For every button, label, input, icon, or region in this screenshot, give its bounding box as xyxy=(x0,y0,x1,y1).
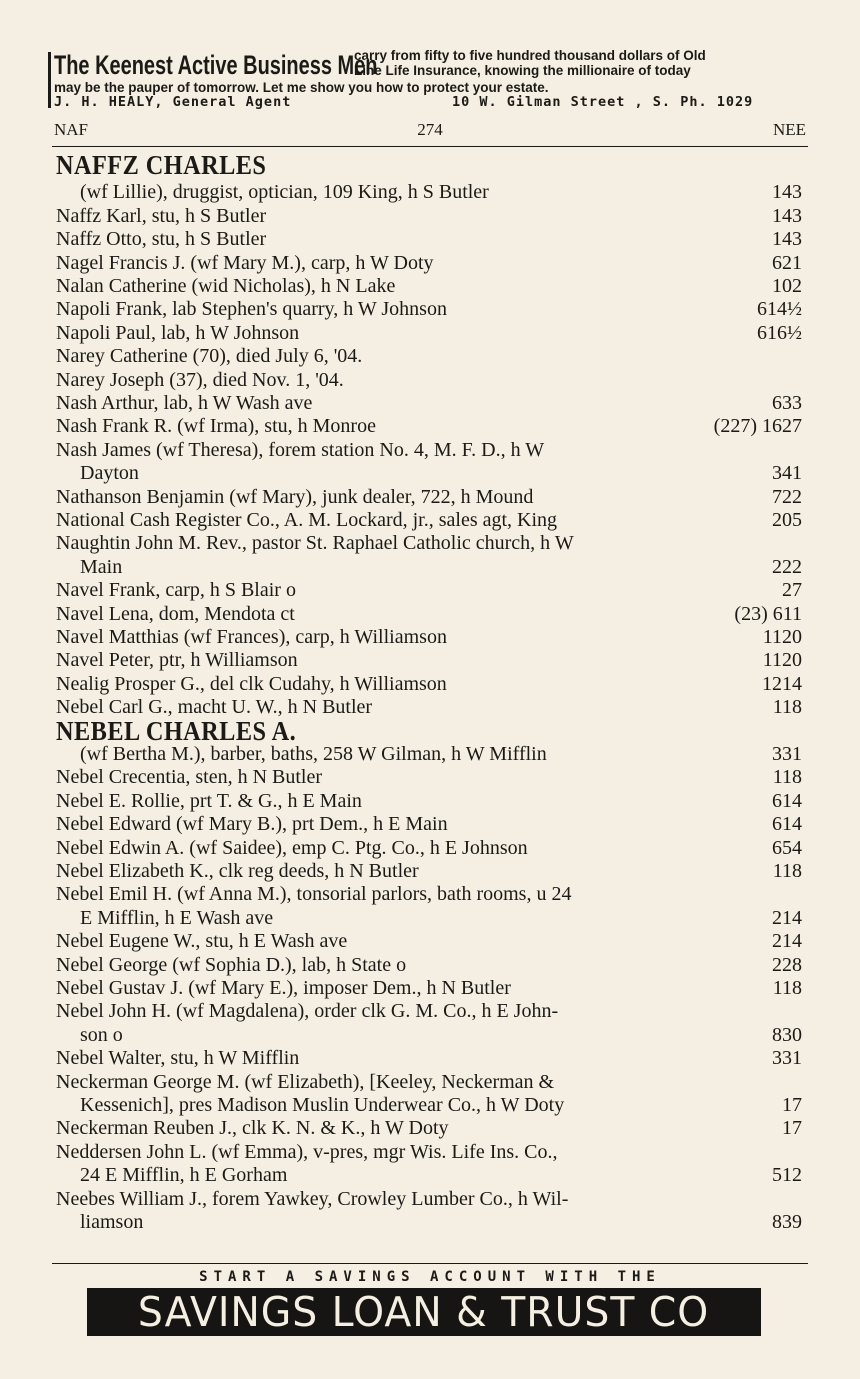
guide-word-first: NAF xyxy=(54,120,89,139)
entry-text: Narey Catherine (70), died July 6, '04. xyxy=(56,345,363,368)
entry-line xyxy=(56,1000,802,1023)
ad-margin-bar xyxy=(48,52,51,108)
entry-line xyxy=(56,954,802,977)
entry-text: Napoli Frank, lab Stephen's quarry, h W Johnson xyxy=(56,298,447,321)
entry-heading xyxy=(56,715,727,746)
entry-text: Naffz Karl, stu, h S Butler xyxy=(56,204,267,227)
entry-text: Main xyxy=(80,555,123,578)
entry-line xyxy=(56,813,802,836)
entry-number: 143 xyxy=(772,228,802,251)
entry-text: Nebel Edward (wf Mary B.), prt Dem., h E Main xyxy=(56,813,448,836)
entry-number: 214 xyxy=(772,930,802,953)
entry-text: Neckerman George M. (wf Elizabeth), [Keeley, Neckerman & xyxy=(56,1070,555,1093)
entry-line xyxy=(56,626,802,649)
entry-number: 331 xyxy=(772,743,802,765)
entry-line xyxy=(80,1024,802,1047)
entry-line xyxy=(56,369,802,392)
entry-number: 830 xyxy=(772,1023,802,1046)
bank-ad-banner xyxy=(87,1288,761,1336)
entry-number: 341 xyxy=(772,462,802,485)
header-rule xyxy=(52,146,808,147)
entry-text: Nebel Elizabeth K., clk reg deeds, h N Butler xyxy=(56,860,419,882)
ad-body-line-1: carry from fifty to five hundred thousand dollars of Old xyxy=(354,48,706,63)
entry-line xyxy=(80,556,802,579)
entry-text: Nagel Francis J. (wf Mary M.), carp, h W Doty xyxy=(56,251,434,274)
entry-number: 17 xyxy=(782,1117,802,1140)
page-number: 274 xyxy=(417,120,443,139)
entry-number: (23) 611 xyxy=(734,602,802,625)
entry-text: liamson xyxy=(80,1211,144,1233)
entry-text: NEBEL CHARLES A. xyxy=(56,715,297,746)
entry-line xyxy=(56,532,802,555)
entry-number: 1120 xyxy=(762,649,802,672)
entry-text: Neckerman Reuben J., clk K. N. & K., h W Doty xyxy=(56,1117,449,1140)
entry-text: Navel Matthias (wf Frances), carp, h Williamson xyxy=(56,626,447,648)
entry-text: Nebel Edwin A. (wf Saidee), emp C. Ptg. Co., h E Johnson xyxy=(56,836,528,859)
entry-number: 205 xyxy=(772,509,802,531)
entry-text: Nash James (wf Theresa), forem station No. 4, M. F. D., h W xyxy=(56,438,545,461)
entry-line xyxy=(56,977,802,1000)
entry-line xyxy=(56,860,802,883)
entry-number: 1120 xyxy=(762,626,802,648)
ad-body-right xyxy=(354,48,812,78)
entry-line xyxy=(56,790,802,813)
entry-line xyxy=(56,486,802,509)
entry-text: Nebel Walter, stu, h W Mifflin xyxy=(56,1047,300,1070)
entry-number: 614 xyxy=(772,789,802,812)
entry-text: (wf Bertha M.), barber, baths, 258 W Gilman, h W Mifflin xyxy=(80,743,547,765)
entry-number: 512 xyxy=(772,1164,802,1187)
entry-number: 654 xyxy=(772,836,802,859)
entry-text: Nalan Catherine (wid Nicholas), h N Lake xyxy=(56,275,396,297)
entry-line xyxy=(56,1188,802,1211)
entry-line xyxy=(56,1047,802,1070)
entry-line xyxy=(56,649,802,672)
entry-line xyxy=(80,1211,802,1234)
entry-text: Neebes William J., forem Yawkey, Crowley Lumber Co., h Wil- xyxy=(56,1187,569,1210)
entry-line xyxy=(56,345,802,368)
entry-line xyxy=(56,205,802,228)
entry-line xyxy=(56,603,802,626)
entry-heading xyxy=(56,150,727,180)
entry-number: 143 xyxy=(772,181,802,204)
entry-number: 616½ xyxy=(757,321,802,344)
entry-line xyxy=(56,930,802,953)
entry-number: 118 xyxy=(772,696,802,719)
entry-text: Naughtin John M. Rev., pastor St. Raphael Catholic church, h W xyxy=(56,532,574,555)
entry-line xyxy=(56,673,802,696)
entry-line xyxy=(56,322,802,345)
entry-text: E Mifflin, h E Wash ave xyxy=(80,906,274,929)
entry-text: (wf Lillie), druggist, optician, 109 King, h S Butler xyxy=(80,181,489,204)
entry-text: NAFFZ CHARLES xyxy=(56,150,267,180)
entry-number: 222 xyxy=(772,555,802,578)
entry-number: 621 xyxy=(772,251,802,274)
ad-agent-address: 10 W. Gilman Street , S. Ph. 1029 xyxy=(452,94,754,110)
bank-ad-name: SAVINGS LOAN & TRUST CO xyxy=(138,1288,710,1336)
entry-text: Kessenich], pres Madison Muslin Underwear Co., h W Doty xyxy=(80,1094,565,1116)
entry-line xyxy=(56,439,802,462)
entry-number: 1214 xyxy=(762,672,802,695)
guide-word-last: NEE xyxy=(772,120,806,139)
entry-line xyxy=(56,1071,802,1094)
entry-text: Nash Frank R. (wf Irma), stu, h Monroe xyxy=(56,415,376,438)
ad-agent-name: J. H. HEALY, General Agent xyxy=(54,94,292,110)
entry-text: Nebel Carl G., macht U. W., h N Butler xyxy=(56,696,373,719)
entry-line xyxy=(56,766,802,789)
entry-text: Neddersen John L. (wf Emma), v-pres, mgr Wis. Life Ins. Co., xyxy=(56,1140,558,1163)
entry-text: Nebel George (wf Sophia D.), lab, h State o xyxy=(56,953,407,976)
entry-line xyxy=(56,275,802,298)
running-head xyxy=(52,118,808,142)
entry-number: 27 xyxy=(782,579,802,602)
entry-number: 118 xyxy=(772,977,802,999)
entry-number: 143 xyxy=(772,204,802,227)
entry-text: Narey Joseph (37), died Nov. 1, '04. xyxy=(56,368,344,391)
entry-number: 118 xyxy=(772,860,802,882)
entry-text: Dayton xyxy=(80,462,139,485)
entry-line xyxy=(56,298,802,321)
entry-text: Navel Lena, dom, Mendota ct xyxy=(56,602,295,625)
entry-line xyxy=(80,1094,802,1117)
entry-line xyxy=(56,883,802,906)
entry-line xyxy=(80,1164,802,1187)
entry-text: Napoli Paul, lab, h W Johnson xyxy=(56,321,300,344)
entry-line xyxy=(56,579,802,602)
entry-number: 633 xyxy=(772,392,802,414)
entry-line xyxy=(80,743,802,766)
entry-text: son o xyxy=(80,1023,123,1046)
entry-line xyxy=(56,392,802,415)
entry-line xyxy=(80,462,802,485)
entry-text: National Cash Register Co., A. M. Lockard, jr., sales agt, King xyxy=(56,509,558,531)
entry-number: 214 xyxy=(772,906,802,929)
entry-number: 722 xyxy=(772,485,802,508)
entry-text: Nebel John H. (wf Magdalena), order clk G. M. Co., h E John- xyxy=(56,1000,559,1023)
entry-text: Nealig Prosper G., del clk Cudahy, h Williamson xyxy=(56,672,447,695)
entry-text: Nebel Crecentia, sten, h N Butler xyxy=(56,766,323,789)
entry-text: Navel Peter, ptr, h Williamson xyxy=(56,649,298,672)
entry-number: (227) 1627 xyxy=(713,415,802,438)
entry-line xyxy=(80,181,802,204)
entry-text: Navel Frank, carp, h S Blair o xyxy=(56,579,296,602)
entry-text: Nebel Gustav J. (wf Mary E.), imposer Dem., h N Butler xyxy=(56,977,511,999)
entry-number: 331 xyxy=(772,1047,802,1070)
ad-body-line-3: may be the pauper of tomorrow. Let me show you how to protect your estate. xyxy=(54,80,549,95)
entry-text: Nathanson Benjamin (wf Mary), junk dealer, 722, h Mound xyxy=(56,485,534,508)
entry-number: 228 xyxy=(772,953,802,976)
entry-text: Nebel Eugene W., stu, h E Wash ave xyxy=(56,930,348,953)
entry-text: Nash Arthur, lab, h W Wash ave xyxy=(56,392,313,414)
bank-ad-tagline: START A SAVINGS ACCOUNT WITH THE xyxy=(199,1269,661,1285)
entry-number: 839 xyxy=(772,1211,802,1233)
entry-number: 17 xyxy=(782,1094,802,1116)
ad-body-line-2: Line Life Insurance, knowing the millionaire of today xyxy=(354,63,691,78)
entry-line xyxy=(80,907,802,930)
entry-line xyxy=(56,837,802,860)
entry-line xyxy=(56,509,802,532)
entry-line xyxy=(56,228,802,251)
entry-number: 102 xyxy=(772,275,802,297)
footer-rule xyxy=(52,1263,808,1264)
entry-text: Nebel Emil H. (wf Anna M.), tonsorial parlors, bath rooms, u 24 xyxy=(56,883,572,906)
entry-number: 614½ xyxy=(757,298,802,321)
entry-number: 614 xyxy=(772,813,802,836)
insurance-advertisement xyxy=(52,46,810,112)
entry-text: Naffz Otto, stu, h S Butler xyxy=(56,228,267,251)
entry-line xyxy=(56,252,802,275)
entry-text: Nebel E. Rollie, prt T. & G., h E Main xyxy=(56,789,362,812)
ad-headline: The Keenest Active Business Men xyxy=(54,50,378,80)
entry-number: 118 xyxy=(772,766,802,789)
entry-line xyxy=(56,415,802,438)
entry-line xyxy=(56,1117,802,1140)
entry-line xyxy=(56,1141,802,1164)
entry-text: 24 E Mifflin, h E Gorham xyxy=(80,1164,288,1187)
